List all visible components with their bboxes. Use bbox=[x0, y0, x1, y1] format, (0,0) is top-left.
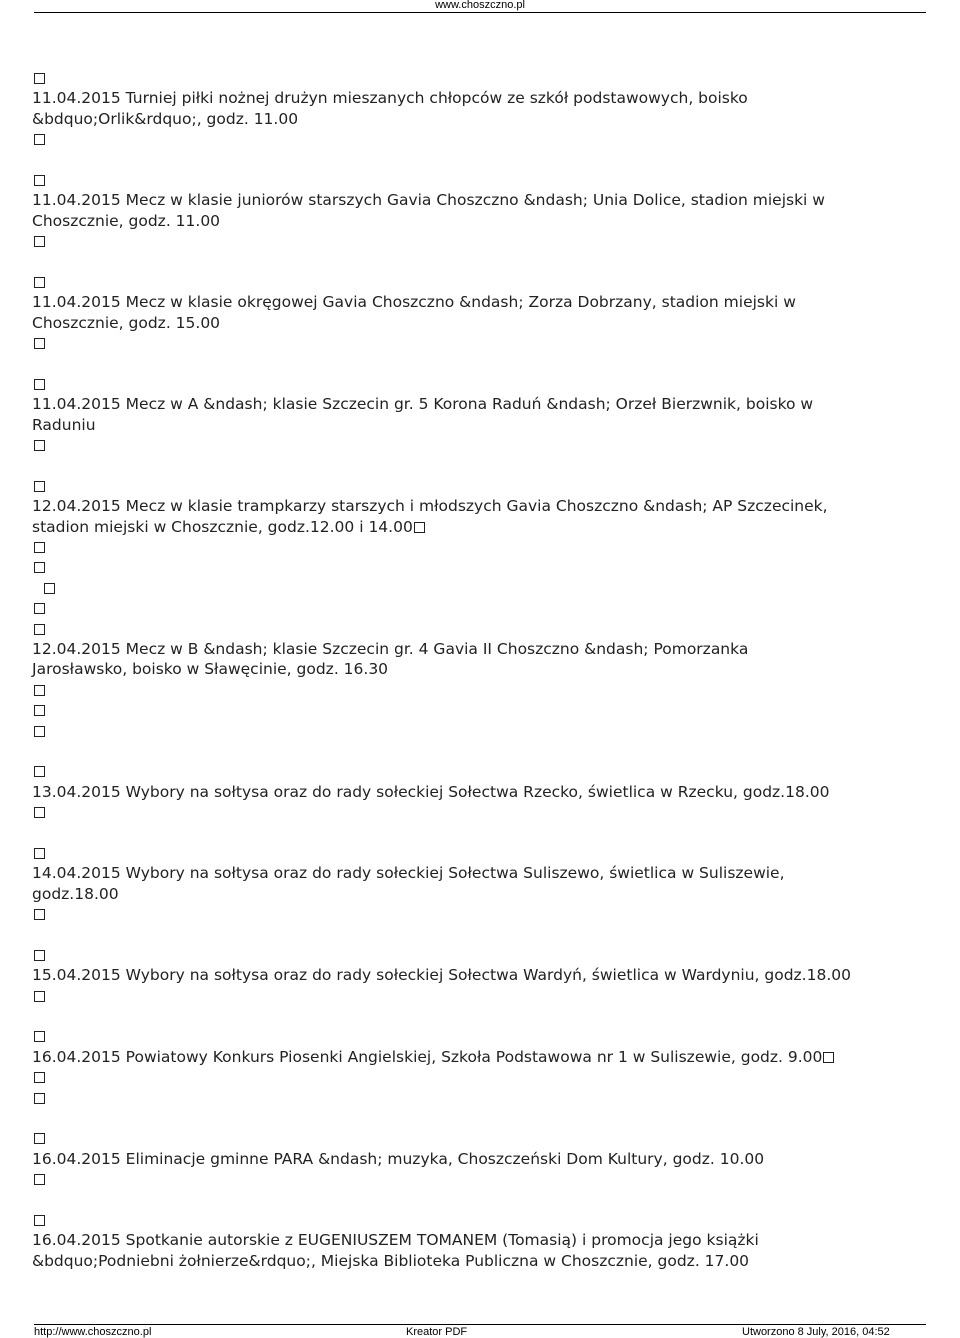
footer-divider bbox=[34, 1324, 926, 1325]
list-item-text: Raduniu bbox=[32, 415, 96, 434]
missing-glyph-box-icon bbox=[34, 338, 45, 349]
list-item-text: Choszcznie, godz. 15.00 bbox=[32, 313, 221, 332]
list-item-bullet bbox=[32, 333, 912, 353]
missing-glyph-box-icon bbox=[34, 705, 45, 716]
missing-glyph-box-icon bbox=[34, 807, 45, 818]
list-item-text: 11.04.2015 Mecz w klasie juniorów starszych Gavia Choszczno &ndash; Unia Dolice, stadion miejski w bbox=[32, 191, 825, 210]
missing-glyph-box-icon bbox=[34, 950, 45, 961]
missing-glyph-box-icon bbox=[34, 562, 45, 573]
list-item-text: 13.04.2015 Wybory na sołtysa oraz do rady sołeckiej Sołectwa Rzecko, świetlica w Rzecku, godz.18.00 bbox=[32, 782, 830, 801]
footer-generator: Kreator PDF bbox=[406, 1326, 468, 1338]
list-item-text: &bdquo;Orlik&rdquo;, godz. 11.00 bbox=[32, 109, 299, 128]
list-item-bullet bbox=[32, 1169, 912, 1189]
list-item-bullet bbox=[32, 700, 912, 720]
list-item-bullet bbox=[32, 986, 912, 1006]
list-item-bullet bbox=[32, 598, 912, 618]
list-item-text: 12.04.2015 Mecz w B &ndash; klasie Szczecin gr. 4 Gavia II Choszczno &ndash; Pomorzanka bbox=[32, 639, 749, 658]
list-item-bullet bbox=[32, 721, 912, 741]
page-header-url: www.choszczno.pl bbox=[435, 0, 525, 11]
missing-glyph-box-icon bbox=[34, 1031, 45, 1042]
missing-glyph-box-icon bbox=[34, 277, 45, 288]
list-item-bullet bbox=[32, 1088, 912, 1108]
list-item-bullet bbox=[32, 68, 912, 88]
list-item-bullet bbox=[32, 578, 912, 598]
missing-glyph-box-icon bbox=[34, 236, 45, 247]
list-item-text: 14.04.2015 Wybory na sołtysa oraz do rady sołeckiej Sołectwa Suliszewo, świetlica w Suliszewie, bbox=[32, 864, 785, 883]
missing-glyph-box-icon bbox=[34, 766, 45, 777]
missing-glyph-box-icon bbox=[34, 440, 45, 451]
list-item-bullet bbox=[32, 129, 912, 149]
list-item-bullet bbox=[32, 1128, 912, 1148]
list-item-bullet bbox=[32, 761, 912, 781]
list-item-bullet bbox=[32, 1210, 912, 1230]
list-item-bullet bbox=[32, 537, 912, 557]
missing-glyph-box-icon bbox=[34, 1174, 45, 1185]
list-item-text: 11.04.2015 Mecz w klasie okręgowej Gavia Choszczno &ndash; Zorza Dobrzany, stadion miejski w bbox=[32, 293, 796, 312]
header-divider bbox=[34, 12, 926, 13]
list-item-bullet bbox=[32, 904, 912, 924]
list-item-bullet bbox=[32, 680, 912, 700]
list-item-text: 11.04.2015 Mecz w A &ndash; klasie Szczecin gr. 5 Korona Raduń &ndash; Orzeł Bierzwnik, boisko w bbox=[32, 395, 814, 414]
list-item-text bbox=[32, 1047, 912, 1067]
footer-created-date: Utworzono 8 July, 2016, 04:52 bbox=[742, 1326, 890, 1338]
missing-glyph-box-icon bbox=[34, 603, 45, 614]
missing-glyph-box-icon bbox=[34, 134, 45, 145]
list-item-bullet bbox=[32, 945, 912, 965]
list-item-text-segment: stadion miejski w Choszcznie, godz.12.00 i 14.00 bbox=[32, 517, 413, 536]
missing-glyph-box-icon bbox=[34, 73, 45, 84]
missing-glyph-box-icon bbox=[34, 379, 45, 390]
list-item-text-segment: 16.04.2015 Powiatowy Konkurs Piosenki Angielskiej, Szkoła Podstawowa nr 1 w Suliszewie, godz. 9.00 bbox=[32, 1047, 823, 1066]
list-item-bullet bbox=[32, 435, 912, 455]
missing-glyph-box-icon bbox=[34, 1072, 45, 1083]
missing-glyph-box-icon bbox=[34, 1215, 45, 1226]
list-item-text: 11.04.2015 Turniej piłki nożnej drużyn mieszanych chłopców ze szkół podstawowych, boisko bbox=[32, 89, 748, 108]
missing-glyph-box-icon bbox=[34, 481, 45, 492]
list-item-bullet bbox=[32, 619, 912, 639]
list-item-text: Jarosławsko, boisko w Sławęcinie, godz. 16.30 bbox=[32, 660, 389, 679]
missing-glyph-box-icon bbox=[34, 685, 45, 696]
missing-glyph-box-icon bbox=[34, 991, 45, 1002]
missing-glyph-box-icon bbox=[34, 542, 45, 553]
list-item-text: 16.04.2015 Spotkanie autorskie z EUGENIUSZEM TOMANEM (Tomasią) i promocja jego książki bbox=[32, 1231, 759, 1250]
missing-glyph-box-icon bbox=[34, 175, 45, 186]
list-item-text: &bdquo;Podniebni żołnierze&rdquo;, Miejska Biblioteka Publiczna w Choszcznie, godz. 17.00 bbox=[32, 1251, 750, 1270]
missing-glyph-box-icon bbox=[34, 1133, 45, 1144]
list-item-bullet bbox=[32, 170, 912, 190]
missing-glyph-box-icon bbox=[34, 1093, 45, 1104]
list-item-text: godz.18.00 bbox=[32, 884, 119, 903]
list-item-text: 12.04.2015 Mecz w klasie trampkarzy starszych i młodszych Gavia Choszczno &ndash; AP Szczecinek, bbox=[32, 497, 828, 516]
list-item-bullet bbox=[32, 802, 912, 822]
list-item-bullet bbox=[32, 843, 912, 863]
list-item-bullet bbox=[32, 476, 912, 496]
list-item-text: 16.04.2015 Eliminacje gminne PARA &ndash; muzyka, Choszczeński Dom Kultury, godz. 10.00 bbox=[32, 1149, 765, 1168]
events-list bbox=[32, 68, 912, 1271]
missing-glyph-box-icon bbox=[414, 522, 425, 533]
list-item-text: 15.04.2015 Wybory na sołtysa oraz do rady sołeckiej Sołectwa Wardyń, świetlica w Wardyniu, godz.18.00 bbox=[32, 966, 851, 985]
missing-glyph-box-icon bbox=[34, 848, 45, 859]
list-item-bullet bbox=[32, 1067, 912, 1087]
missing-glyph-box-icon bbox=[44, 583, 55, 594]
missing-glyph-box-icon bbox=[34, 624, 45, 635]
footer-url: http://www.choszczno.pl bbox=[34, 1326, 152, 1338]
list-item-bullet bbox=[32, 272, 912, 292]
list-item-text: Choszcznie, godz. 11.00 bbox=[32, 211, 221, 230]
list-item-bullet bbox=[32, 374, 912, 394]
missing-glyph-box-icon bbox=[34, 909, 45, 920]
missing-glyph-box-icon bbox=[34, 726, 45, 737]
list-item-bullet bbox=[32, 1026, 912, 1046]
list-item-bullet bbox=[32, 557, 912, 577]
missing-glyph-box-icon bbox=[823, 1052, 834, 1063]
list-item-bullet bbox=[32, 231, 912, 251]
list-item-text bbox=[32, 517, 912, 537]
